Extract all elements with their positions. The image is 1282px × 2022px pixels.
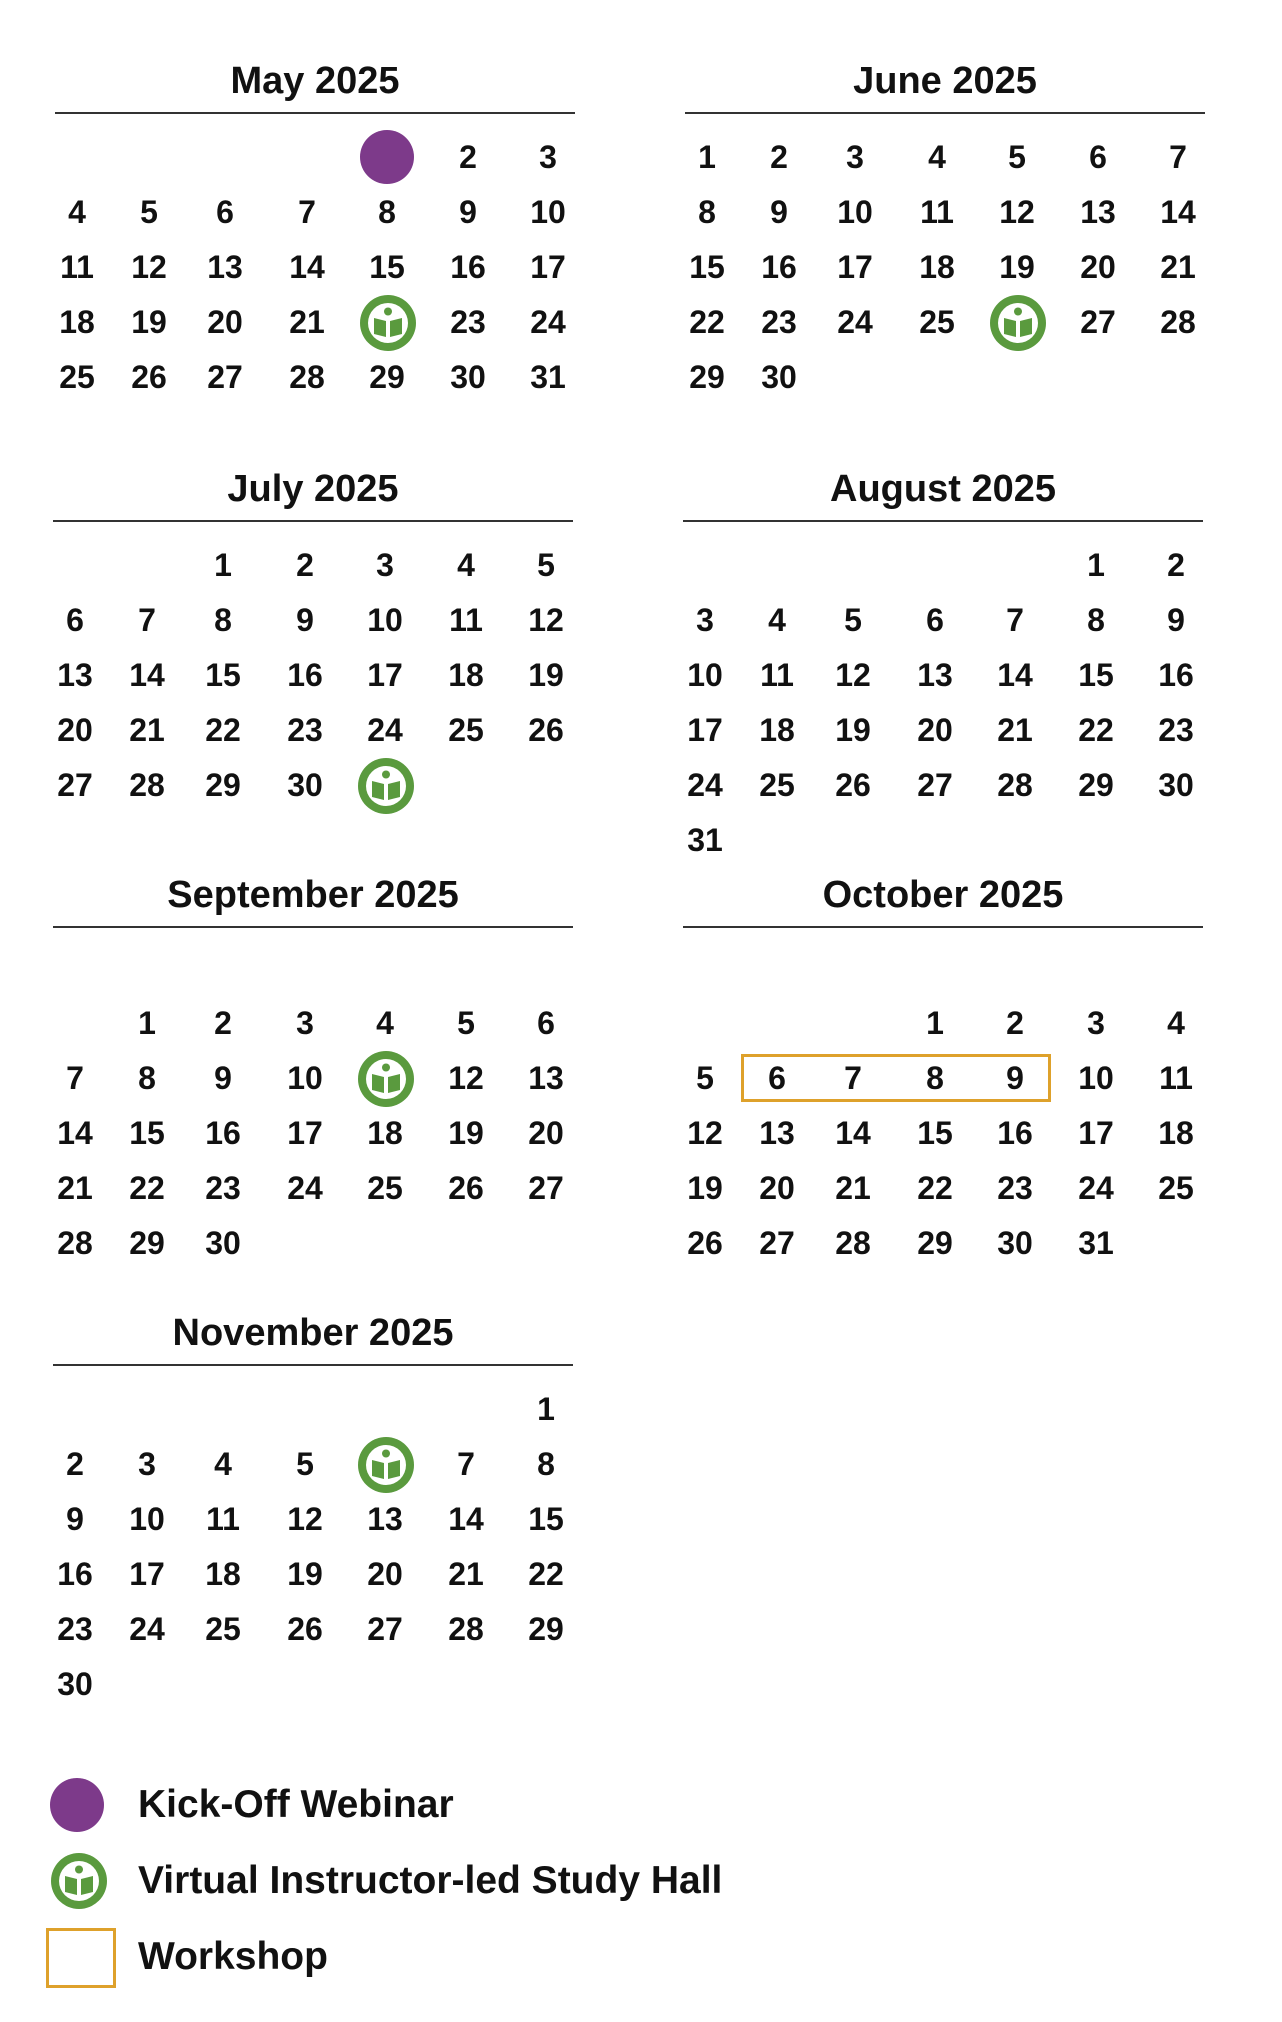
day-cell: 17 xyxy=(129,1556,165,1592)
day-cell: 18 xyxy=(919,249,955,285)
day-cell: 19 xyxy=(528,657,564,693)
day-cell: 30 xyxy=(1158,767,1194,803)
day-cell: 19 xyxy=(687,1170,723,1206)
day-cell: 30 xyxy=(997,1225,1033,1261)
day-cell: 19 xyxy=(835,712,871,748)
legend-label-study-hall: Virtual Instructor-led Study Hall xyxy=(138,1859,723,1902)
day-cell: 10 xyxy=(1078,1060,1114,1096)
day-cell: 27 xyxy=(367,1611,403,1647)
day-cell: 2 xyxy=(1006,1005,1024,1041)
day-cell: 14 xyxy=(289,249,325,285)
day-cell: 24 xyxy=(530,304,566,340)
day-cell: 1 xyxy=(214,547,232,583)
day-cell: 22 xyxy=(528,1556,564,1592)
day-cell: 18 xyxy=(205,1556,241,1592)
month-divider xyxy=(685,112,1205,114)
day-cell: 15 xyxy=(369,249,405,285)
day-cell: 9 xyxy=(296,602,314,638)
day-cell: 2 xyxy=(459,139,477,175)
day-cell: 7 xyxy=(1006,602,1024,638)
day-cell: 8 xyxy=(1087,602,1105,638)
open-book-icon xyxy=(50,1852,108,1915)
day-cell: 23 xyxy=(450,304,486,340)
day-cell: 11 xyxy=(60,249,94,285)
day-cell: 2 xyxy=(1167,547,1185,583)
month-title: September 2025 xyxy=(167,874,459,916)
day-cell: 14 xyxy=(129,657,165,693)
day-cell: 29 xyxy=(917,1225,953,1261)
day-cell: 5 xyxy=(296,1446,314,1482)
day-cell: 5 xyxy=(696,1060,714,1096)
day-cell: 25 xyxy=(919,304,955,340)
day-cell: 20 xyxy=(759,1170,795,1206)
day-cell: 26 xyxy=(131,359,167,395)
day-cell: 7 xyxy=(138,602,156,638)
day-cell: 30 xyxy=(287,767,323,803)
workshop-range-marker xyxy=(741,1054,1051,1102)
month-title: November 2025 xyxy=(172,1312,454,1354)
day-cell: 17 xyxy=(530,249,566,285)
day-cell: 24 xyxy=(129,1611,165,1647)
day-cell: 4 xyxy=(768,602,786,638)
day-cell: 9 xyxy=(770,194,788,230)
day-cell: 26 xyxy=(687,1225,723,1261)
day-cell: 22 xyxy=(917,1170,953,1206)
day-cell: 29 xyxy=(528,1611,564,1647)
day-cell: 8 xyxy=(138,1060,156,1096)
day-cell: 28 xyxy=(129,767,165,803)
day-cell: 18 xyxy=(448,657,484,693)
day-cell: 5 xyxy=(140,194,158,230)
open-book-icon xyxy=(357,757,413,813)
day-cell: 12 xyxy=(835,657,871,693)
day-cell: 21 xyxy=(289,304,325,340)
day-cell: 3 xyxy=(846,139,864,175)
day-cell: 2 xyxy=(770,139,788,175)
day-cell: 9 xyxy=(214,1060,232,1096)
day-cell: 27 xyxy=(57,767,93,803)
day-cell: 23 xyxy=(205,1170,241,1206)
day-cell: 12 xyxy=(448,1060,484,1096)
day-cell: 8 xyxy=(926,1060,944,1096)
day-cell: 6 xyxy=(926,602,944,638)
day-cell: 13 xyxy=(528,1060,564,1096)
day-cell: 11 xyxy=(1159,1060,1193,1096)
day-cell: 20 xyxy=(917,712,953,748)
day-cell: 25 xyxy=(59,359,95,395)
day-cell: 12 xyxy=(287,1501,323,1537)
purple-dot-icon xyxy=(50,1778,104,1832)
day-cell: 6 xyxy=(768,1060,786,1096)
day-cell: 20 xyxy=(528,1115,564,1151)
day-cell: 17 xyxy=(367,657,403,693)
day-cell: 27 xyxy=(759,1225,795,1261)
day-label xyxy=(989,357,990,358)
day-cell: 9 xyxy=(1006,1060,1024,1096)
day-cell: 25 xyxy=(759,767,795,803)
day-cell: 21 xyxy=(997,712,1033,748)
month-title: May 2025 xyxy=(230,60,400,102)
legend-label-workshop: Workshop xyxy=(138,1935,328,1978)
day-cell: 30 xyxy=(205,1225,241,1261)
day-cell: 23 xyxy=(1158,712,1194,748)
day-cell: 12 xyxy=(131,249,167,285)
day-cell: 16 xyxy=(57,1556,93,1592)
day-cell: 14 xyxy=(997,657,1033,693)
day-cell: 21 xyxy=(835,1170,871,1206)
day-cell: 26 xyxy=(528,712,564,748)
month-divider xyxy=(55,112,575,114)
day-cell: 6 xyxy=(1089,139,1107,175)
day-cell: 31 xyxy=(530,359,566,395)
day-cell: 4 xyxy=(68,194,86,230)
day-cell: 16 xyxy=(997,1115,1033,1151)
day-label xyxy=(360,130,361,131)
day-cell: 30 xyxy=(57,1666,93,1702)
day-cell: 12 xyxy=(528,602,564,638)
day-cell: 13 xyxy=(1080,194,1116,230)
day-cell: 22 xyxy=(1078,712,1114,748)
open-book-icon xyxy=(989,294,1045,350)
day-cell: 6 xyxy=(66,602,84,638)
kickoff-webinar-marker xyxy=(360,130,414,184)
day-cell: 28 xyxy=(997,767,1033,803)
day-cell: 26 xyxy=(287,1611,323,1647)
day-cell: 5 xyxy=(1008,139,1026,175)
day-cell: 7 xyxy=(457,1446,475,1482)
day-cell: 22 xyxy=(689,304,725,340)
day-cell: 7 xyxy=(66,1060,84,1096)
day-cell: 15 xyxy=(1078,657,1114,693)
day-cell: 15 xyxy=(917,1115,953,1151)
day-cell: 20 xyxy=(57,712,93,748)
open-book-icon xyxy=(357,1436,413,1492)
day-cell: 12 xyxy=(999,194,1035,230)
day-cell: 28 xyxy=(835,1225,871,1261)
day-cell: 1 xyxy=(926,1005,944,1041)
day-cell: 29 xyxy=(129,1225,165,1261)
day-cell: 4 xyxy=(1167,1005,1185,1041)
day-cell: 25 xyxy=(448,712,484,748)
day-cell: 23 xyxy=(997,1170,1033,1206)
day-cell: 21 xyxy=(57,1170,93,1206)
day-cell: 27 xyxy=(207,359,243,395)
day-cell: 9 xyxy=(66,1501,84,1537)
day-cell: 16 xyxy=(1158,657,1194,693)
day-cell: 5 xyxy=(457,1005,475,1041)
day-cell: 18 xyxy=(1158,1115,1194,1151)
day-cell: 28 xyxy=(289,359,325,395)
day-cell: 8 xyxy=(378,194,396,230)
day-cell: 9 xyxy=(1167,602,1185,638)
day-cell: 19 xyxy=(131,304,167,340)
day-cell: 19 xyxy=(448,1115,484,1151)
day-cell: 26 xyxy=(448,1170,484,1206)
day-cell: 13 xyxy=(917,657,953,693)
day-cell: 11 xyxy=(760,657,794,693)
day-cell: 24 xyxy=(837,304,873,340)
month-title: June 2025 xyxy=(853,60,1037,102)
day-cell: 10 xyxy=(530,194,566,230)
day-cell: 29 xyxy=(205,767,241,803)
day-cell: 13 xyxy=(759,1115,795,1151)
day-cell: 24 xyxy=(687,767,723,803)
day-cell: 4 xyxy=(214,1446,232,1482)
day-cell: 30 xyxy=(761,359,797,395)
month-divider xyxy=(53,1364,573,1366)
day-cell: 22 xyxy=(205,712,241,748)
month-divider xyxy=(683,520,1203,522)
day-cell: 18 xyxy=(59,304,95,340)
day-cell: 21 xyxy=(129,712,165,748)
day-cell: 7 xyxy=(298,194,316,230)
day-cell: 8 xyxy=(698,194,716,230)
day-cell: 15 xyxy=(129,1115,165,1151)
day-cell: 13 xyxy=(57,657,93,693)
day-cell: 2 xyxy=(296,547,314,583)
day-cell: 18 xyxy=(759,712,795,748)
day-cell: 13 xyxy=(207,249,243,285)
day-cell: 1 xyxy=(138,1005,156,1041)
day-cell: 11 xyxy=(206,1501,240,1537)
day-cell: 15 xyxy=(205,657,241,693)
day-cell: 10 xyxy=(367,602,403,638)
day-cell: 27 xyxy=(917,767,953,803)
day-cell: 21 xyxy=(448,1556,484,1592)
day-cell: 10 xyxy=(129,1501,165,1537)
day-cell: 20 xyxy=(1080,249,1116,285)
day-cell: 28 xyxy=(1160,304,1196,340)
day-cell: 14 xyxy=(57,1115,93,1151)
day-cell: 3 xyxy=(1087,1005,1105,1041)
day-cell: 7 xyxy=(844,1060,862,1096)
day-cell: 23 xyxy=(761,304,797,340)
day-cell: 23 xyxy=(57,1611,93,1647)
day-cell: 17 xyxy=(287,1115,323,1151)
day-cell: 17 xyxy=(687,712,723,748)
day-cell: 4 xyxy=(376,1005,394,1041)
open-book-icon xyxy=(357,1050,413,1106)
day-cell: 28 xyxy=(57,1225,93,1261)
day-cell: 15 xyxy=(689,249,725,285)
day-cell: 14 xyxy=(448,1501,484,1537)
day-cell: 11 xyxy=(920,194,954,230)
day-cell: 16 xyxy=(205,1115,241,1151)
day-cell: 1 xyxy=(698,139,716,175)
month-divider xyxy=(683,926,1203,928)
day-cell: 16 xyxy=(450,249,486,285)
day-cell: 14 xyxy=(835,1115,871,1151)
day-cell: 29 xyxy=(689,359,725,395)
day-cell: 9 xyxy=(459,194,477,230)
day-cell: 19 xyxy=(287,1556,323,1592)
day-cell: 27 xyxy=(1080,304,1116,340)
day-cell: 2 xyxy=(66,1446,84,1482)
outlined-box-icon xyxy=(46,1928,116,1988)
day-cell: 29 xyxy=(1078,767,1114,803)
day-cell: 14 xyxy=(1160,194,1196,230)
day-cell: 19 xyxy=(999,249,1035,285)
day-cell: 8 xyxy=(214,602,232,638)
day-cell: 12 xyxy=(687,1115,723,1151)
day-cell: 11 xyxy=(449,602,483,638)
day-cell: 7 xyxy=(1169,139,1187,175)
day-cell: 24 xyxy=(287,1170,323,1206)
day-cell: 3 xyxy=(539,139,557,175)
day-cell: 4 xyxy=(457,547,475,583)
day-cell: 25 xyxy=(205,1611,241,1647)
day-cell: 22 xyxy=(129,1170,165,1206)
day-cell: 2 xyxy=(214,1005,232,1041)
day-cell: 5 xyxy=(844,602,862,638)
month-divider xyxy=(53,520,573,522)
day-cell: 23 xyxy=(287,712,323,748)
day-cell: 31 xyxy=(687,822,723,858)
day-cell: 25 xyxy=(367,1170,403,1206)
day-cell: 24 xyxy=(1078,1170,1114,1206)
day-cell: 10 xyxy=(287,1060,323,1096)
day-cell: 3 xyxy=(296,1005,314,1041)
day-cell: 1 xyxy=(1087,547,1105,583)
day-label xyxy=(357,820,358,821)
day-cell: 13 xyxy=(367,1501,403,1537)
day-cell: 6 xyxy=(216,194,234,230)
month-title: October 2025 xyxy=(822,874,1064,916)
day-cell: 10 xyxy=(687,657,723,693)
day-cell: 26 xyxy=(835,767,871,803)
day-cell: 16 xyxy=(761,249,797,285)
day-cell: 5 xyxy=(537,547,555,583)
day-cell: 15 xyxy=(528,1501,564,1537)
day-cell: 18 xyxy=(367,1115,403,1151)
day-cell: 20 xyxy=(207,304,243,340)
month-title: July 2025 xyxy=(227,468,399,510)
day-cell: 3 xyxy=(138,1446,156,1482)
day-cell: 3 xyxy=(376,547,394,583)
day-cell: 29 xyxy=(369,359,405,395)
day-cell: 24 xyxy=(367,712,403,748)
day-cell: 27 xyxy=(528,1170,564,1206)
day-cell: 8 xyxy=(537,1446,555,1482)
day-cell: 21 xyxy=(1160,249,1196,285)
day-cell: 28 xyxy=(448,1611,484,1647)
day-cell: 10 xyxy=(837,194,873,230)
day-cell: 31 xyxy=(1078,1225,1114,1261)
day-cell: 3 xyxy=(696,602,714,638)
legend-label-kickoff: Kick-Off Webinar xyxy=(138,1783,454,1826)
day-cell: 4 xyxy=(928,139,946,175)
day-cell: 6 xyxy=(537,1005,555,1041)
day-cell: 17 xyxy=(837,249,873,285)
day-cell: 25 xyxy=(1158,1170,1194,1206)
day-cell: 16 xyxy=(287,657,323,693)
day-cell: 17 xyxy=(1078,1115,1114,1151)
open-book-icon xyxy=(359,294,415,350)
day-cell: 20 xyxy=(367,1556,403,1592)
month-divider xyxy=(53,926,573,928)
day-cell: 30 xyxy=(450,359,486,395)
month-title: August 2025 xyxy=(830,468,1056,510)
day-cell: 1 xyxy=(537,1391,555,1427)
